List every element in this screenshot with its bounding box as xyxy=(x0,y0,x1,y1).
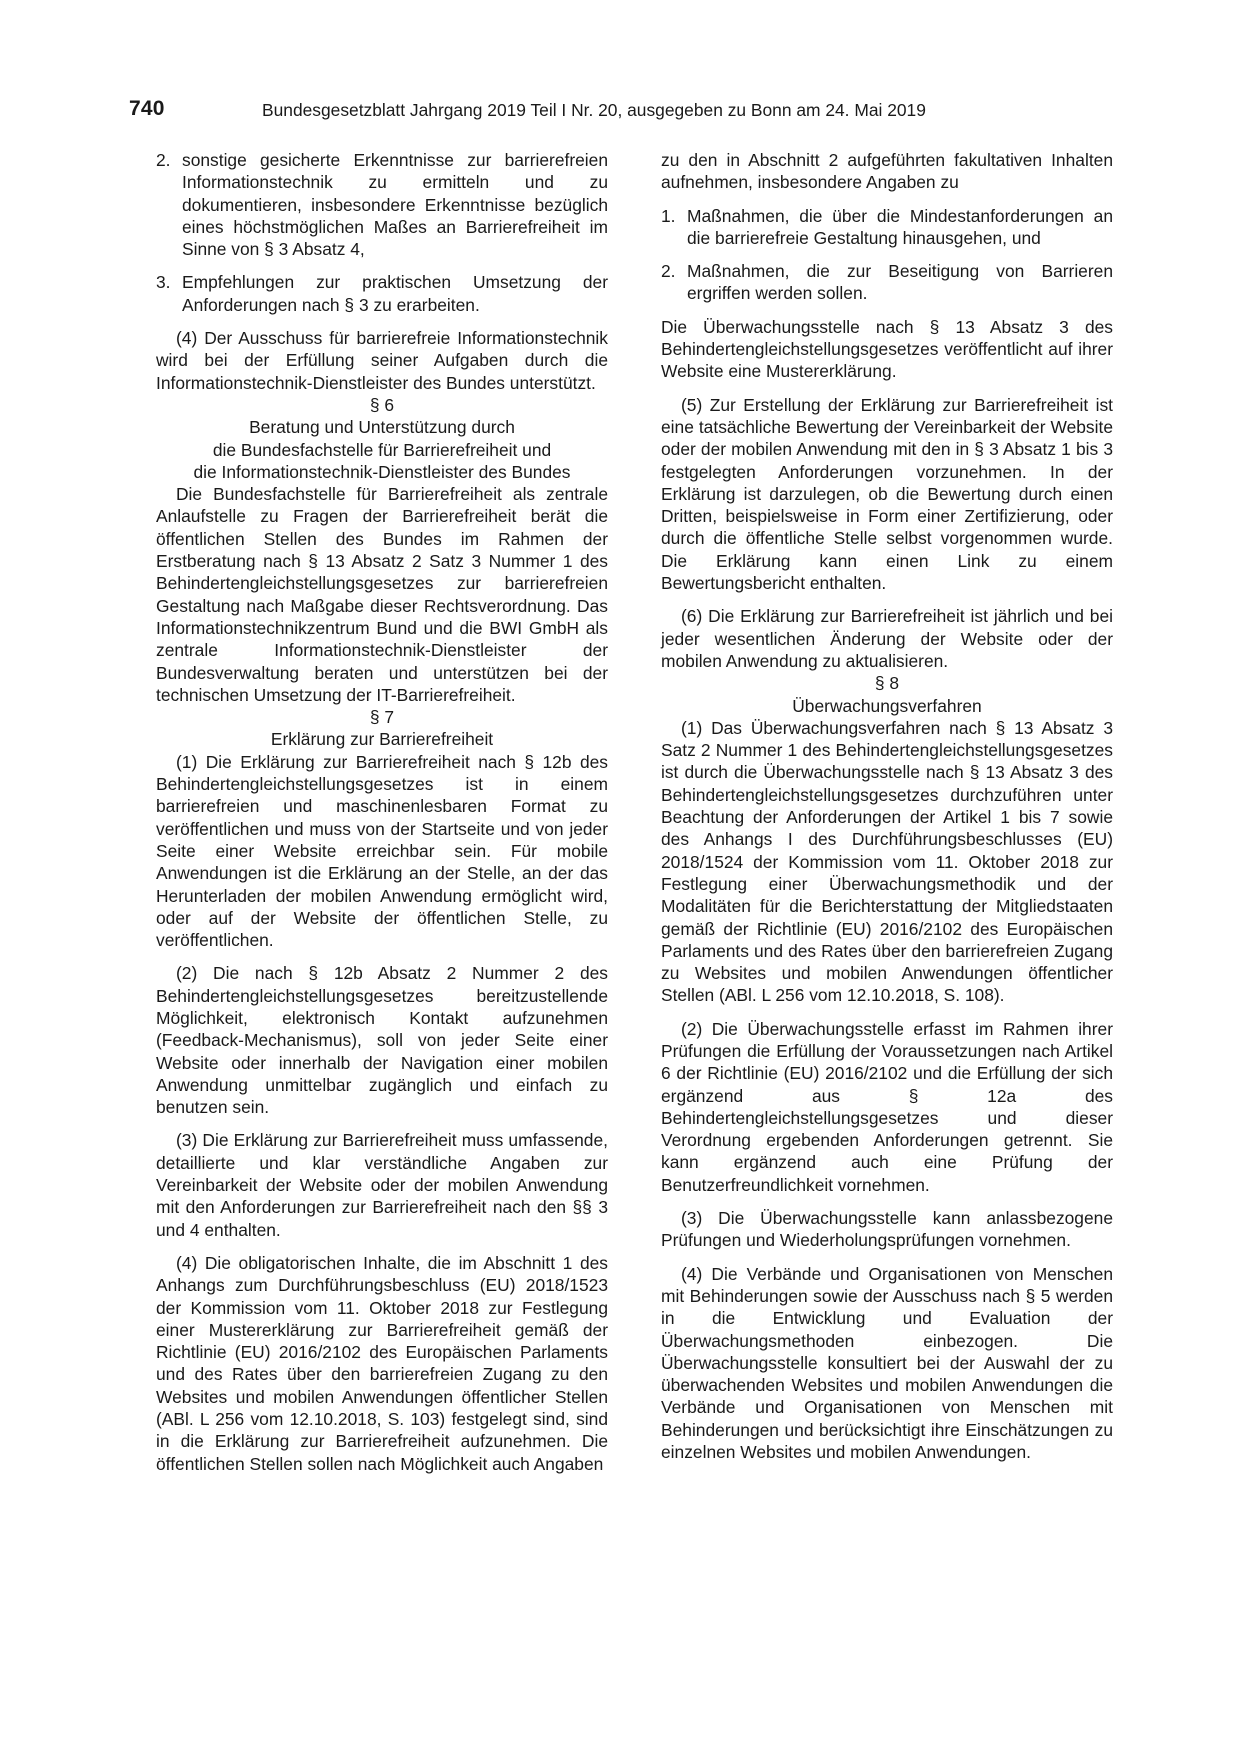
list-text: Maßnahmen, die über die Mindestanforderungen an die barrierefreie Gestaltung hinausgehen, und xyxy=(687,205,1113,248)
section-title: Überwachungsverfahren xyxy=(792,695,982,716)
paragraph: (4) Die Verbände und Organisationen von Menschen mit Behinderungen sowie der Ausschuss nach § 5 werden in die Entwicklung und Evaluation der Überwachungsmethoden einbezogen. Die Überwachungsstelle konsultiert bei der Auswahl der zu überwachenden Websites und mobilen Anwendungen die Verbände und Organisationen von Menschen mit Behinderungen und berücksichtigt ihre Einschätzungen zu einzelnen Websites und mobilen Anwendungen. xyxy=(661,1263,1113,1463)
list-item xyxy=(661,205,1113,250)
list-number: 2. xyxy=(661,261,676,282)
paragraph: (4) Der Ausschuss für barrierefreie Informationstechnik wird bei der Erfüllung seiner Aufgaben durch die Informationstechnik-Dienstleister des Bundes unterstützt. xyxy=(156,328,608,393)
list-text: Maßnahmen, die zur Beseitigung von Barrieren ergriffen werden sollen. xyxy=(687,261,1113,304)
paragraph-continuation: zu den in Abschnitt 2 aufgeführten fakultativen Inhalten aufnehmen, insbesondere Angaben zu xyxy=(661,150,1113,193)
paragraph: Die Bundesfachstelle für Barrierefreiheit als zentrale Anlaufstelle zu Fragen der Barrierefreiheit berät die öffentlichen Stellen des Bundes im Rahmen der Erstberatung nach § 13 Absatz 2 Satz 3 Nummer 1 des Behindertengleichstellungsgesetzes zur barrierefreien Gestaltung nach Maßgabe dieser Rechtsverordnung. Das Informationstechnikzentrum Bund und die BWI GmbH als zentrale Informationstechnik-Dienstleister der Bundesverwaltung beraten und unterstützen bei der technischen Umsetzung der IT-Barrierefreiheit. xyxy=(156,484,608,705)
list-number: 3. xyxy=(156,272,171,293)
section-title-line: die Bundesfachstelle für Barrierefreiheit und xyxy=(212,439,552,460)
section-title-line: Beratung und Unterstützung durch xyxy=(249,417,515,438)
paragraph: (4) Die obligatorischen Inhalte, die im Abschnitt 1 des Anhangs zum Durchführungsbeschluss (EU) 2018/1523 der Kommission vom 11. Oktober 2018 zur Festlegung einer Mustererklärung zur Barrierefreiheit gemäß der Richtlinie (EU) 2016/2102 des Europäischen Parlaments und des Rates über den barrierefreien Zugang zu den Websites und mobilen Anwendungen öffentlicher Stellen (ABl. L 256 vom 12.10.2018, S. 103) festgelegt sind, sind in die Erklärung zur Barrierefreiheit aufzunehmen. Die öffentlichen Stellen sollen nach Möglichkeit auch Angaben xyxy=(156,1252,608,1474)
paragraph: (3) Die Überwachungsstelle kann anlassbezogene Prüfungen und Wiederholungsprüfungen vornehmen. xyxy=(661,1208,1113,1251)
paragraph: (6) Die Erklärung zur Barrierefreiheit ist jährlich und bei jeder wesentlichen Änderung der Website oder der mobilen Anwendung zu aktualisieren. xyxy=(661,606,1113,671)
section-title: Erklärung zur Barrierefreiheit xyxy=(270,729,494,750)
section-title-line: die Informationstechnik-Dienstleister des Bundes xyxy=(193,461,571,482)
paragraph: Die Überwachungsstelle nach § 13 Absatz 3 des Behindertengleichstellungsgesetzes veröffentlicht auf ihrer Website eine Mustererklärung. xyxy=(661,316,1113,382)
page-number: 740 xyxy=(129,97,165,120)
paragraph: (3) Die Erklärung zur Barrierefreiheit muss umfassende, detaillierte und klar verständliche Angaben zur Vereinbarkeit der Website oder der mobilen Anwendung mit den Anforderungen zur Barrierefreiheit nach den §§ 3 und 4 enthalten. xyxy=(156,1130,608,1240)
paragraph: (1) Die Erklärung zur Barrierefreiheit nach § 12b des Behindertengleichstellungsgesetzes ist in einem barrierefreien und maschinenlesbaren Format zu veröffentlichen und muss von der Startseite und von jeder Seite einer Website erreichbar sein. Für mobile Anwendungen ist die Erklärung an der Stelle, an der das Herunterladen der mobilen Anwendung ermöglicht wird, oder auf der Website der öffentlichen Stelle, zu veröffentlichen. xyxy=(156,751,608,951)
list-number: 2. xyxy=(156,150,171,170)
list-item xyxy=(156,271,608,316)
list-text: sonstige gesicherte Erkenntnisse zur barrierefreien Informationstechnik zu ermitteln und zu dokumentieren, insbesondere Erkenntnisse bezüglich eines höchstmöglichen Maßes an Barrierefreiheit im Sinne von § 3 Absatz 4, xyxy=(182,150,608,260)
list-text: Empfehlungen zur praktischen Umsetzung der Anforderungen nach § 3 zu erarbeiten. xyxy=(182,272,608,315)
paragraph: (5) Zur Erstellung der Erklärung zur Barrierefreiheit ist eine tatsächliche Bewertung der Vereinbarkeit der Website oder der mobilen Anwendung mit den in § 3 Absatz 1 bis 3 festgelegten Anforderungen vorzunehmen. In der Erklärung ist darzulegen, ob die Bewertung durch einen Dritten, beispielsweise in Form einer Zertifizierung, oder durch die öffentliche Stelle selbst vorgenommen wurde. Die Erklärung kann einen Link zu einem Bewertungsbericht enthalten. xyxy=(661,394,1113,594)
section-sign: § 6 xyxy=(369,394,395,415)
list-item xyxy=(156,149,608,260)
section-sign: § 8 xyxy=(874,673,900,694)
paragraph: (1) Das Überwachungsverfahren nach § 13 Absatz 3 Satz 2 Nummer 1 des Behindertengleichstellungsgesetzes ist durch die Überwachungsstelle nach § 13 Absatz 3 des Behindertengleichstellungsgesetzes durchzuführen unter Beachtung der Anforderungen der Artikel 1 bis 7 sowie des Anhangs I des Durchführungsbeschlusses (EU) 2018/1524 der Kommission vom 11. Oktober 2018 zur Festlegung einer Überwachungsmethodik und der Modalitäten für die Berichterstattung der Mitgliedstaaten gemäß der Richtlinie (EU) 2016/2102 des Europäischen Parlaments und des Rates über den barrierefreien Zugang zu Websites und mobilen Anwendungen öffentlicher Stellen (ABl. L 256 vom 12.10.2018, S. 108). xyxy=(661,717,1113,1006)
paragraph: (2) Die nach § 12b Absatz 2 Nummer 2 des Behindertengleichstellungsgesetzes bereitzustellende Möglichkeit, elektronisch Kontakt aufzunehmen (Feedback-Mechanismus), soll von jeder Seite einer Website oder innerhalb der Navigation einer mobilen Anwendung unmittelbar zugänglich und einfach zu benutzen sein. xyxy=(156,963,608,1118)
section-sign: § 7 xyxy=(369,707,395,728)
left-column xyxy=(156,149,608,1475)
running-head: Bundesgesetzblatt Jahrgang 2019 Teil I Nr. 20, ausgegeben zu Bonn am 24. Mai 2019 xyxy=(262,100,926,120)
paragraph: (2) Die Überwachungsstelle erfasst im Rahmen ihrer Prüfungen die Erfüllung der Voraussetzungen nach Artikel 6 der Richtlinie (EU) 2016/2102 und die Erfüllung der sich ergänzend aus § 12a des Behindertengleichstellungsgesetzes und dieser Verordnung ergebenden Anforderungen getrennt. Sie kann ergänzend auch eine Prüfung der Benutzerfreundlichkeit vornehmen. xyxy=(661,1018,1113,1195)
list-number: 1. xyxy=(661,205,676,226)
list-item xyxy=(661,260,1113,305)
right-column xyxy=(661,149,1113,1463)
